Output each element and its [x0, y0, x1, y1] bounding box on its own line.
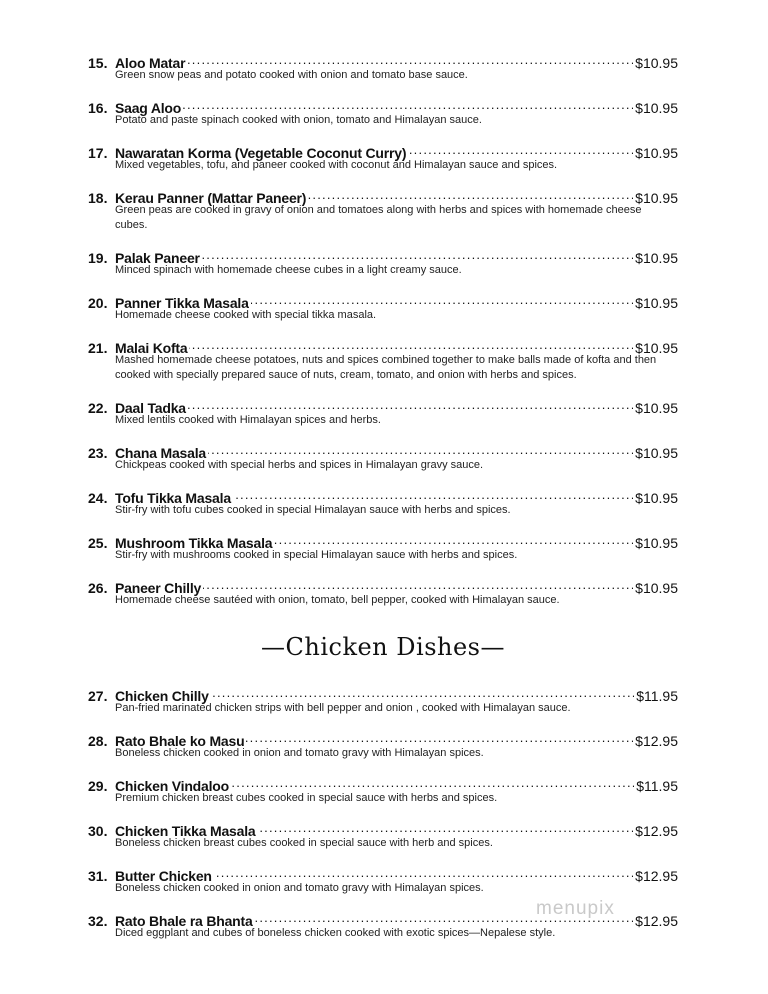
- dot-leader: [233, 486, 633, 503]
- item-name: Aloo Matar: [115, 55, 186, 71]
- dot-leader: [408, 141, 633, 158]
- item-number: 23.: [88, 445, 108, 461]
- item-description: Potato and paste spinach cooked with onion, tomato and Himalayan sauce.: [115, 114, 482, 126]
- item-description: Homemade cheese sautéed with onion, tomato, bell pepper, cooked with Himalayan sauce.: [115, 594, 560, 606]
- watermark: menupix: [536, 898, 615, 919]
- item-name: Mushroom Tikka Masala: [115, 535, 273, 551]
- item-name: Chicken Vindaloo: [115, 778, 230, 794]
- item-number: 32.: [88, 913, 108, 929]
- dot-leader: [202, 246, 633, 263]
- item-title-row: [88, 336, 678, 356]
- item-name: Kerau Panner (Mattar Paneer): [115, 190, 307, 206]
- item-title-row: [88, 96, 678, 116]
- item-number: 26.: [88, 580, 108, 596]
- menu-item: [88, 186, 678, 233]
- item-description: Diced eggplant and cubes of boneless chicken cooked with exotic spices—Nepalese style.: [115, 927, 556, 939]
- item-number: 30.: [88, 823, 108, 839]
- dot-leader: [188, 396, 633, 413]
- item-title-row: [88, 396, 678, 416]
- item-price: $11.95: [636, 688, 678, 704]
- menu-item: [88, 774, 678, 806]
- menu-item: [88, 336, 678, 383]
- item-title-row: [88, 291, 678, 311]
- item-price: $10.95: [635, 340, 678, 356]
- item-name: Malai Kofta: [115, 340, 188, 356]
- item-number: 24.: [88, 490, 108, 506]
- dot-leader: [308, 186, 633, 203]
- item-title-row: [88, 684, 678, 704]
- dot-leader: [231, 774, 634, 791]
- item-number: 21.: [88, 340, 108, 356]
- item-title-row: [88, 246, 678, 266]
- item-title-row: [88, 441, 678, 461]
- item-title-row: [88, 774, 678, 794]
- dot-leader: [214, 864, 633, 881]
- menu-item: [88, 246, 678, 278]
- dot-leader: [208, 441, 633, 458]
- item-price: $11.95: [636, 778, 678, 794]
- item-number: 19.: [88, 250, 108, 266]
- item-number: 17.: [88, 145, 108, 161]
- item-description: Minced spinach with homemade cheese cubes in a light creamy sauce.: [115, 264, 462, 276]
- item-description: Homemade cheese cooked with special tikka masala.: [115, 309, 377, 321]
- dot-leader: [211, 684, 635, 701]
- item-number: 15.: [88, 55, 108, 71]
- menu-item: [88, 684, 678, 716]
- item-price: $10.95: [635, 190, 678, 206]
- item-title-row: [88, 51, 678, 71]
- item-number: 28.: [88, 733, 108, 749]
- item-name: Chicken Tikka Masala: [115, 823, 256, 839]
- menu-item: [88, 729, 678, 761]
- item-title-row: [88, 531, 678, 551]
- item-title-row: [88, 819, 678, 839]
- item-title-row: [88, 576, 678, 596]
- item-name: Daal Tadka: [115, 400, 186, 416]
- item-description: Stir-fry with tofu cubes cooked in special Himalayan sauce with herbs and spices.: [115, 504, 511, 516]
- item-name: Paneer Chilly: [115, 580, 202, 596]
- menu-item: [88, 576, 678, 608]
- dot-leader: [187, 51, 633, 68]
- item-name: Rato Bhale ra Bhanta: [115, 913, 253, 929]
- item-title-row: [88, 486, 678, 506]
- item-description: Stir-fry with mushrooms cooked in special Himalayan sauce with herbs and spices.: [115, 549, 518, 561]
- item-name: Panner Tikka Masala: [115, 295, 249, 311]
- item-title-row: [88, 186, 678, 206]
- menu-item: [88, 441, 678, 473]
- menu-item: [88, 96, 678, 128]
- item-price: $10.95: [635, 100, 678, 116]
- item-number: 16.: [88, 100, 108, 116]
- dot-leader: [183, 96, 633, 113]
- dot-leader: [258, 819, 634, 836]
- item-title-row: [88, 729, 678, 749]
- menu-page: [88, 51, 678, 954]
- item-name: Chana Masala: [115, 445, 206, 461]
- item-number: 27.: [88, 688, 108, 704]
- menu-item: [88, 531, 678, 563]
- item-description: Premium chicken breast cubes cooked in special sauce with herbs and spices.: [115, 792, 498, 804]
- item-description: Chickpeas cooked with special herbs and spices in Himalayan gravy sauce.: [115, 459, 484, 471]
- menu-item: [88, 291, 678, 323]
- item-description: Boneless chicken cooked in onion and tomato gravy with Himalayan spices.: [115, 882, 484, 894]
- item-number: 25.: [88, 535, 108, 551]
- item-description: Green peas are cooked in gravy of onion and tomatoes along with herbs and spices with homemade cheese cubes.: [115, 204, 642, 231]
- item-name: Tofu Tikka Masala: [115, 490, 231, 506]
- item-price: $10.95: [635, 490, 678, 506]
- menu-item: [88, 819, 678, 851]
- item-price: $12.95: [635, 868, 678, 884]
- item-price: $10.95: [635, 295, 678, 311]
- dot-leader: [246, 729, 633, 746]
- item-price: $10.95: [635, 400, 678, 416]
- item-price: $10.95: [635, 535, 678, 551]
- item-title-row: [88, 141, 678, 161]
- item-number: 22.: [88, 400, 108, 416]
- dot-leader: [251, 291, 633, 308]
- item-description: Mashed homemade cheese potatoes, nuts and spices combined together to make balls made of kofta and then cooked with specially prepared sauce of nuts, cream, tomato, and onion with herbs and spices.: [115, 354, 657, 381]
- item-name: Saag Aloo: [115, 100, 182, 116]
- item-number: 20.: [88, 295, 108, 311]
- menu-item: [88, 864, 678, 896]
- item-description: Mixed lentils cooked with Himalayan spices and herbs.: [115, 414, 381, 426]
- item-description: Boneless chicken cooked in onion and tomato gravy with Himalayan spices.: [115, 747, 484, 759]
- item-number: 29.: [88, 778, 108, 794]
- item-price: $10.95: [635, 580, 678, 596]
- menu-section: [88, 621, 678, 941]
- item-title-row: [88, 864, 678, 884]
- dot-leader: [274, 531, 633, 548]
- item-number: 18.: [88, 190, 108, 206]
- item-price: $10.95: [635, 445, 678, 461]
- dot-leader: [203, 576, 633, 593]
- item-price: $10.95: [635, 250, 678, 266]
- item-number: 31.: [88, 868, 108, 884]
- section-heading: —Chicken Dishes—: [261, 633, 505, 661]
- item-name: Palak Paneer: [115, 250, 200, 266]
- item-name: Chicken Chilly: [115, 688, 209, 704]
- item-description: Boneless chicken breast cubes cooked in special sauce with herb and spices.: [115, 837, 493, 849]
- item-description: Mixed vegetables, tofu, and paneer cooked with coconut and Himalayan sauce and spices.: [115, 159, 558, 171]
- item-price: $10.95: [635, 55, 678, 71]
- menu-section: [88, 51, 678, 608]
- menu-item: [88, 141, 678, 173]
- item-description: Pan-fried marinated chicken strips with bell pepper and onion , cooked with Himalayan sauce.: [115, 702, 571, 714]
- item-price: $12.95: [635, 733, 678, 749]
- item-price: $12.95: [635, 913, 678, 929]
- item-description: Green snow peas and potato cooked with onion and tomato base sauce.: [115, 69, 468, 81]
- item-price: $12.95: [635, 823, 678, 839]
- item-name: Rato Bhale ko Masu: [115, 733, 245, 749]
- menu-item: [88, 486, 678, 518]
- dot-leader: [189, 336, 633, 353]
- item-name: Nawaratan Korma (Vegetable Coconut Curry): [115, 145, 407, 161]
- menu-item: [88, 396, 678, 428]
- item-price: $10.95: [635, 145, 678, 161]
- menu-item: [88, 51, 678, 83]
- item-name: Butter Chicken: [115, 868, 212, 884]
